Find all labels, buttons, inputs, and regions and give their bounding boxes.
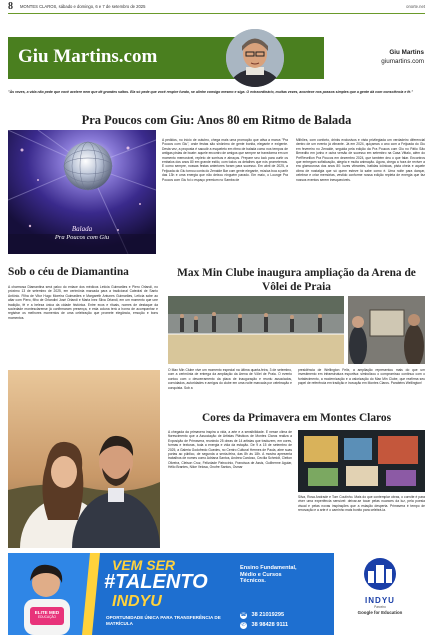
article3-column1: O Max Min Clube vive um momento especial na última quarta-feira, 3 de setembro, com a cerimônia de entrega da ampliação da Arena de Vôlei de Praia. O evento contou com o descerramento da placa de inauguração e reuniu associados, convidados, autoridades e amigos do clube em uma noite marcada por celebração e conquista. Sob a — [168, 368, 292, 390]
article1-column1: A pedidos, no início de outubro, chega mais uma promoção que ativa a marca "Pra Poucos com Giu", onde festas são sinônimo de gente bonita, elegante e exigente. Desta vez, a proposta é sacudir a esqueleto em ritmo de balada como nos tempos de antigas pistas de boate: aquele encontro de amigos que sempre se transforma em um momento memorável, repleto de sorrisos e abraços. Prepare seu look para curtir os embalos dos anos 80 em grande estilo, com todos os detalhes que nós prometemos. E como sempre, nossas festas anteriores foram para sucesso. Em abril de 2025, a Feijoada do Giu tornou conta do Zenaide Bar com gente elegante, música boa a partir das 13h e uma energia que não deixou ninguém parado. Em maio, o Lounge Pra Poucos com Giu foi o espaço premium no Samba de — [162, 138, 288, 182]
ad-badge-sub: EDUCAÇÃO — [37, 615, 57, 619]
article1-column2: Milhões, com conforto, drinks exclusivos e vista privilegiada um verdadeiro diferencial dentro de um evento já vibrante. Já em 2024, quiçamos o ano com a Feijoada do Giu em fevereiro no Zenaide, seguida pela edição da Pra Poucos com Giu no Pátio São Benedito em junho e outra versão de sucesso em setembro na Casa Vittalo, além do PréReveillon Pra Poucos em dezembro 2024, que também deu o que falar. Encontros que entregam sofisticação, alegria e muita animação. Agora, chega a hora de reviver a era glamourosa dos anos 80: luzes vibrantes, batidas icônicas, pista cheia e aquele clima de nostalgia que só quem esteve lá sabe como é. Uma noite para dançar, celebrar e criar memórias, vestido conforme nossa edição repleta de energia que faz nossos eventos serem inesquecíveis. — [296, 138, 425, 182]
ad-line-indyu: INDYU — [112, 593, 162, 610]
article3-headline: Max Min Clube inaugura ampliação da Arena de Vôlei de Praia — [177, 267, 416, 293]
top-bar — [8, 2, 425, 12]
ad-phone-row-1[interactable] — [240, 603, 320, 618]
whatsapp-icon: ✆ — [241, 622, 246, 628]
column-quote: "Às vezes, a vida não pede que você acelere nem que dê grandes saltos. Ela só pede que você respire fundo, se alinhe consigo mesmo e siga. O extraordinário, muitas vezes, acontece nos passos simples que a gente dá com consciência e fé." — [8, 90, 413, 94]
ad-phone-1: 38 21019295 — [251, 612, 285, 618]
banner-title: Giu Martins.com — [18, 46, 158, 67]
author-name: Giu Martins — [389, 49, 424, 56]
author-site[interactable]: giumartins.com — [381, 58, 424, 65]
article4-column1: A chegada da primavera inspira a vida, a arte e a sensibilidade. E nesse clima de florescimento que a Associação de Artistas Plásticos de Montes Claros realiza a Exposição de Primavera, reunindo 25 obras de 14 artistas que traduzem, em cores, formas e texturas, toda a energia e vida da estação. De 9 a 15 de setembro de 2025, a Galeria Godofredo Guedes, no Centro Cultural Hermes de Paula, abre suas portas ao público, de segunda a sexta-feira, das 8h às 18h. A mostra apresenta trabalhos de nomes como Adriana Santos, Andrea Cardoso, Cecília Schmidt, Cleiton Oliveira, Cleison Cruz, Felizdade Patrocínio, Francisca de Assis, Guilherme Aguiar, Hélio Brantes, Nilce Velosa, Onofre Santos, Osmar — [168, 430, 292, 470]
ad-partner-label: Parceiro — [374, 605, 386, 609]
ad-opportunity: OPORTUNIDADE ÚNICA PARA TRANSFERÊNCIA DE MATRÍCULA — [106, 615, 221, 626]
indyu-advertisement[interactable] — [8, 553, 425, 635]
article4-column2: Silva, Rosa Andrade e Tom Coutinho. Mais do que contemplar obras, o convite é para viver uma experiência sensível: deixar-se tocar pelas nuances da luz, pela poesia visual e pelas novas inspirações que a estação desperta. Primavera é tempo de renovação e a arte é o caminho mais bonito para celebrá-la. — [298, 495, 425, 513]
ad-offer: Ensino Fundamental, Médio e Cursos Técnicos. — [240, 565, 297, 585]
article2-headline: Sob o céu de Diamantina — [8, 266, 129, 278]
ad-partner: Google for Education — [357, 610, 403, 615]
ad-line-vem-ser: VEM SER — [112, 557, 176, 573]
photo-caption-brand: Pra Poucos com Giu — [54, 234, 110, 241]
ad-badge — [30, 607, 64, 625]
ad-phone-2: 38 98428 9111 — [251, 622, 289, 628]
author-photo — [226, 29, 284, 87]
article3-photo-plaque — [348, 296, 425, 364]
article1-headline: Pra Poucos com Giu: Anos 80 em Ritmo de Balada — [81, 113, 352, 127]
ad-phone-row-2[interactable] — [240, 613, 320, 628]
article2-body: A charmosa Diamantina será palco do enlace dos médicos Letícia Guimarães e Piero Orlandi, no próximo 13 de setembro de 2025, em cerimônia marcada para a tradicional Catedral de Santo Antônio. Filha de Vitor Hugo Moreira Guimarães e Margareth Antunes Guimarães, Letícia sobe ao altar com Piero, filho de Orlandini José Orlandi e Maria Inez Silva Orlandi, em um momento que une tradição, fé e a beleza única da cidade histórica. Entre ecos e rituais, nomes de destaque da sociedade montesclarense já confirmaram presença, e esta coluna terá a honra de acompanhar e registrar os melhores momentos de uma celebração que promete elegância, emoção e bons momentos. — [8, 285, 158, 320]
article1-photo — [8, 130, 156, 254]
article4-photo — [298, 430, 425, 492]
page-number: 8 — [8, 1, 13, 12]
site-link[interactable]: onorte.net — [406, 4, 425, 9]
indyu-logo — [354, 557, 406, 605]
ad-line-talento: #TALENTO — [104, 571, 208, 593]
top-divider — [8, 13, 425, 14]
photo-caption-balada: Balada — [71, 225, 93, 233]
ad-badge-title: ELITE MED — [34, 610, 60, 615]
article3-photo-wide — [168, 296, 344, 364]
indyu-logo-text: INDYU — [365, 596, 395, 605]
phone-icon: ☎ — [240, 612, 247, 618]
article3-column2: presidência de Wellington Felix, a ampliação representou mais do que um investimento em infraestrutura esportiva: simbolizou o compromisso contínuo com o fortalecimento, a modernização e a valorização do Max Min Clube, que reafirma seu papel de referência em tradição e inovação em Montes Claros. Parabéns Wellington! — [298, 368, 425, 386]
article4-headline: Cores da Primavera em Montes Claros — [201, 412, 392, 424]
dateline: MONTES CLAROS, sábado e domingo, 6 e 7 de setembro de 2025 — [20, 4, 146, 9]
article2-couple-photo — [8, 370, 160, 548]
